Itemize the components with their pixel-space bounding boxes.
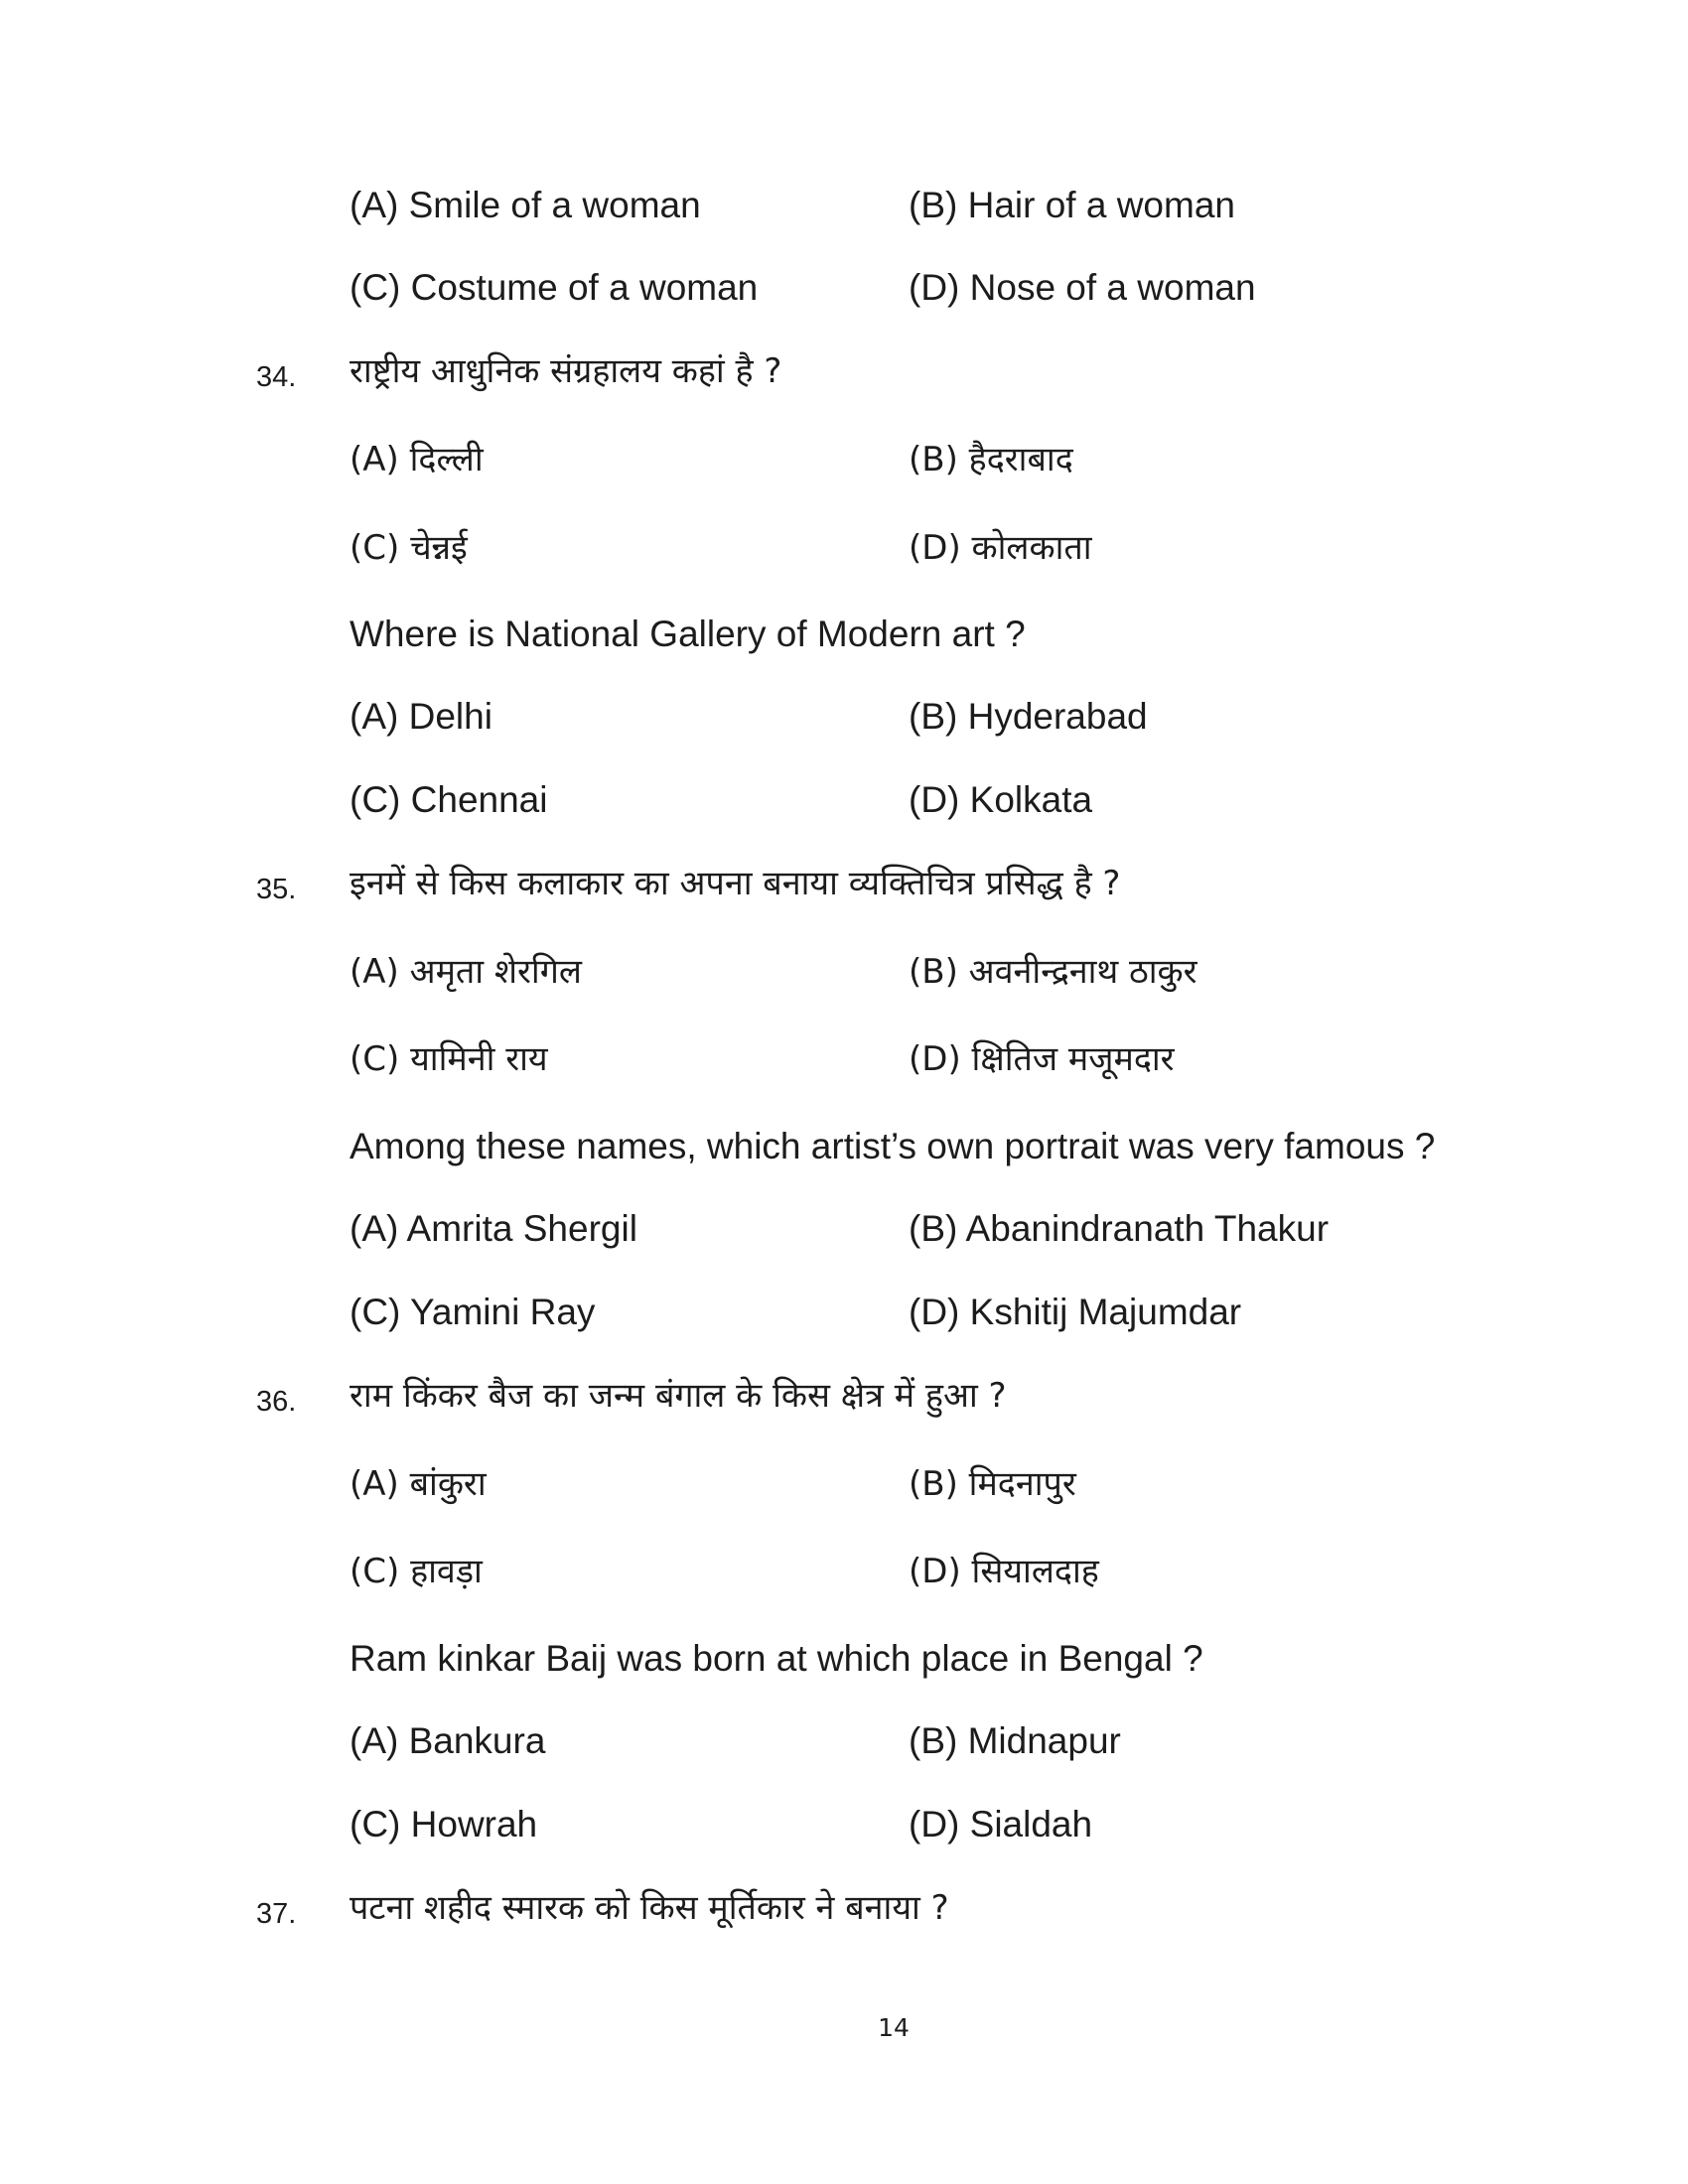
option-c-hindi: (C) हावड़ा — [350, 1552, 483, 1591]
option-b: (B) Hyderabad — [909, 696, 1148, 737]
option-d: (D) Kshitij Majumdar — [909, 1292, 1242, 1332]
option-b: (B) Hair of a woman — [909, 185, 1235, 225]
option-c: (C) Yamini Ray — [350, 1292, 596, 1332]
option-b-hindi: (B) मिदनापुर — [909, 1464, 1076, 1504]
question-text-hindi: राष्ट्रीय आधुनिक संग्रहालय कहां है ? — [350, 351, 782, 391]
option-b: (B) Abanindranath Thakur — [909, 1208, 1330, 1249]
option-b-hindi: (B) अवनीन्द्रनाथ ठाकुर — [909, 952, 1197, 992]
option-d: (D) Kolkata — [909, 779, 1093, 820]
option-a-hindi: (A) अमृता शेरगिल — [350, 952, 582, 992]
question-text-hindi: राम किंकर बैज का जन्म बंगाल के किस क्षेत्र में हुआ ? — [350, 1376, 1007, 1416]
question-number: 36. — [256, 1386, 297, 1418]
question-number: 35. — [256, 874, 297, 905]
question-text-english: Among these names, which artist’s own portrait was very famous ? — [350, 1126, 1436, 1166]
option-d: (D) Sialdah — [909, 1804, 1093, 1844]
option-c: (C) Howrah — [350, 1804, 538, 1844]
option-a: (A) Bankura — [350, 1720, 546, 1761]
option-a: (A) Delhi — [350, 696, 492, 737]
option-d-hindi: (D) क्षितिज मजूमदार — [909, 1039, 1175, 1079]
option-d: (D) Nose of a woman — [909, 267, 1256, 308]
option-d-hindi: (D) सियालदाह — [909, 1552, 1099, 1591]
option-c-hindi: (C) चेन्नई — [350, 528, 468, 568]
question-text-hindi: पटना शहीद स्मारक को किस मूर्तिकार ने बनाया ? — [350, 1888, 949, 1928]
option-c: (C) Chennai — [350, 779, 548, 820]
option-a-hindi: (A) दिल्ली — [350, 440, 484, 479]
option-b-hindi: (B) हैदराबाद — [909, 440, 1073, 479]
question-text-english: Ram kinkar Baij was born at which place in Bengal ? — [350, 1638, 1203, 1679]
option-c-hindi: (C) यामिनी राय — [350, 1039, 548, 1079]
option-a: (A) Smile of a woman — [350, 185, 701, 225]
option-c: (C) Costume of a woman — [350, 267, 759, 308]
option-a-hindi: (A) बांकुरा — [350, 1464, 487, 1504]
question-number: 34. — [256, 361, 297, 393]
question-text-english: Where is National Gallery of Modern art ? — [350, 614, 1026, 654]
question-number: 37. — [256, 1898, 297, 1930]
page-number: 14 — [878, 2013, 910, 2042]
option-a: (A) Amrita Shergil — [350, 1208, 637, 1249]
option-b: (B) Midnapur — [909, 1720, 1121, 1761]
question-text-hindi: इनमें से किस कलाकार का अपना बनाया व्यक्तिचित्र प्रसिद्ध है ? — [350, 864, 1121, 903]
option-d-hindi: (D) कोलकाता — [909, 528, 1092, 568]
